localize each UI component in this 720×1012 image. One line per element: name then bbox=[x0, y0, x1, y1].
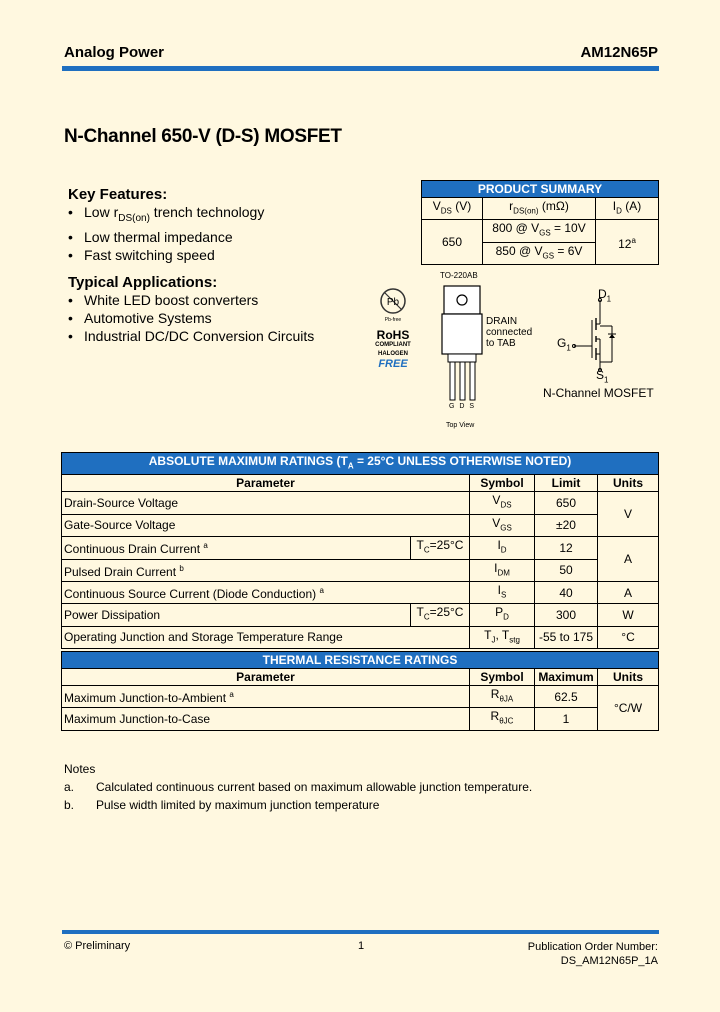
note-b-label: b. bbox=[64, 798, 75, 812]
notes-heading: Notes bbox=[64, 762, 96, 776]
col-units: Units bbox=[598, 669, 659, 686]
product-summary-title: PRODUCT SUMMARY bbox=[422, 181, 659, 198]
key-features-heading: Key Features: bbox=[68, 186, 168, 203]
schematic-caption: N-Channel MOSFET bbox=[543, 386, 654, 400]
list-item: • Industrial DC/DC Conversion Circuits bbox=[68, 328, 315, 344]
publication-order: Publication Order Number: DS_AM12N65P_1A bbox=[527, 941, 658, 967]
rohs-badge bbox=[366, 284, 420, 370]
col-maximum: Maximum bbox=[535, 669, 598, 686]
col-id: $I_D$ (A) bbox=[596, 198, 659, 220]
col-units: Units bbox=[598, 475, 659, 492]
table-row: Pulsed Drain Current $^b$ $I_{DM}$ 50 bbox=[62, 559, 659, 581]
svg-text:Pb-free: Pb-free bbox=[384, 317, 402, 323]
rohs-free: FREE bbox=[378, 358, 408, 370]
list-item: • Low thermal impedance bbox=[68, 228, 233, 245]
page-number: 1 bbox=[358, 940, 365, 952]
thermal-title: THERMAL RESISTANCE RATINGS bbox=[62, 652, 659, 669]
package-name: TO-220AB bbox=[440, 271, 478, 280]
footer-left: © Preliminary bbox=[64, 940, 131, 952]
company-name: Analog Power bbox=[64, 44, 165, 61]
col-rds: $r_{DS(on)}$ (mΩ) bbox=[483, 198, 596, 220]
list-item: • Automotive Systems bbox=[68, 310, 212, 326]
col-parameter: Parameter bbox=[62, 475, 470, 492]
rds-value-1: 800 @ $V_{GS} = 10V$ bbox=[483, 220, 596, 242]
drain-label: $D_1$ bbox=[598, 287, 612, 304]
rds-value-2: 850 @ $V_{GS} = 6V$ bbox=[483, 242, 596, 264]
table-row: Continuous Drain Current $^a$ $T_C=25^\circ C$ $I_D$ 12 A bbox=[62, 537, 659, 559]
package-pins: G D S bbox=[449, 403, 475, 410]
footer-rule bbox=[62, 930, 659, 934]
list-item: • Fast switching speed bbox=[68, 246, 215, 263]
rohs-label: RoHS bbox=[376, 328, 410, 342]
note-a-label: a. bbox=[64, 780, 75, 794]
col-parameter: Parameter bbox=[62, 669, 470, 686]
part-number: AM12N65P bbox=[580, 44, 658, 61]
package-view: Top View bbox=[446, 422, 475, 429]
rohs-halogen: HALOGEN bbox=[378, 351, 408, 357]
vds-value: 650 bbox=[422, 220, 483, 265]
id-value: 12$^a$ bbox=[596, 220, 659, 265]
gate-label: $G_1$ bbox=[557, 336, 571, 353]
note-b-text: Pulse width limited by maximum junction temperature bbox=[96, 798, 380, 812]
drain-note: DRAIN connected to TAB bbox=[486, 316, 533, 349]
list-item: • White LED boost converters bbox=[68, 292, 259, 308]
source-label: $S_1$ bbox=[596, 368, 609, 385]
note-a-text: Calculated continuous current based on maximum allowable junction temperature. bbox=[96, 780, 533, 794]
table-row: Maximum Junction-to-Ambient $^a$ $R_{\theta JA}$ 62.5 °C/W bbox=[62, 686, 659, 708]
table-row: Power Dissipation $T_C=25^\circ C$ $P_D$ 300 W bbox=[62, 604, 659, 626]
key-features-list bbox=[68, 203, 264, 264]
table-row: Continuous Source Current (Diode Conduction) $^a$ $I_S$ 40 A bbox=[62, 581, 659, 603]
table-row: Operating Junction and Storage Temperature Range $T_J$, $T_{stg}$ -55 to 175 °C bbox=[62, 626, 659, 648]
header-rule bbox=[62, 66, 659, 71]
abs-max-table bbox=[61, 452, 659, 649]
pb-free-icon bbox=[378, 284, 408, 324]
list-item: • Low $r_{DS(on)}$ trench technology bbox=[68, 204, 265, 224]
svg-text:Pb: Pb bbox=[386, 297, 400, 308]
table-row: Maximum Junction-to-Case $R_{\theta JC}$ 1 bbox=[62, 708, 659, 730]
product-summary-table bbox=[421, 180, 659, 265]
typical-applications-list bbox=[68, 291, 314, 345]
page-title: N-Channel 650-V (D-S) MOSFET bbox=[64, 126, 342, 147]
col-vds: $V_{DS}$ (V) bbox=[422, 198, 483, 220]
typical-applications-heading: Typical Applications: bbox=[68, 274, 218, 291]
rohs-compliant: COMPLIANT bbox=[375, 342, 411, 348]
abs-max-title: ABSOLUTE MAXIMUM RATINGS ($T_A = 25^\circ C$ UNLESS OTHERWISE NOTED) bbox=[62, 453, 659, 475]
col-limit: Limit bbox=[535, 475, 598, 492]
to220-package-icon bbox=[438, 284, 488, 414]
table-row: Drain-Source Voltage $V_{DS}$ 650 V bbox=[62, 492, 659, 514]
col-symbol: Symbol bbox=[470, 669, 535, 686]
table-row: Gate-Source Voltage $V_{GS}$ ±20 bbox=[62, 514, 659, 536]
col-symbol: Symbol bbox=[470, 475, 535, 492]
thermal-table bbox=[61, 651, 659, 731]
